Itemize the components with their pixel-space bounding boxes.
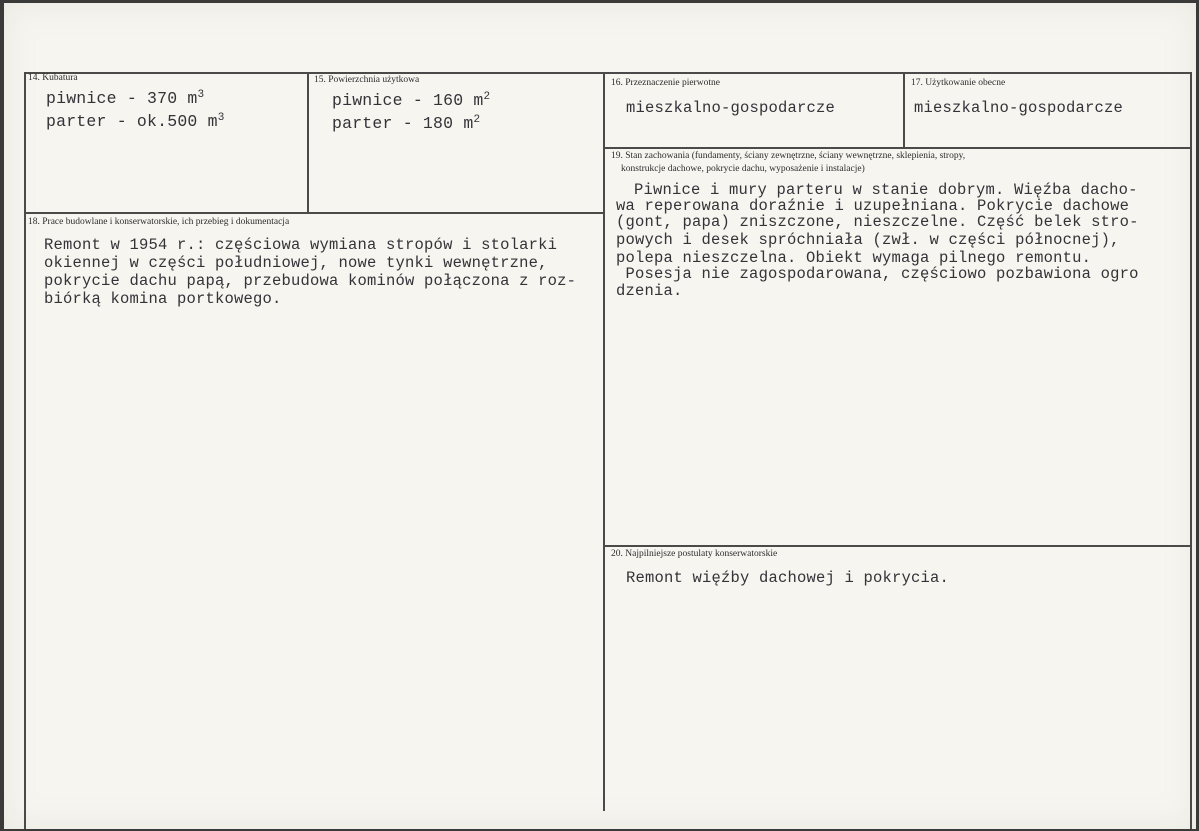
field-19-label-line-1: 19. Stan zachowania (fundamenty, ściany zewnętrzne, ściany wewnętrzne, sklepienia, stropy, — [611, 151, 966, 161]
field-15-line-2-text: parter - 180 m — [332, 114, 474, 133]
field-19-line-1: Piwnice i mury parteru w stanie dobrym. Więźba dacho- — [634, 181, 1138, 199]
left-border — [24, 72, 26, 829]
field-18-line-4: biórką komina portkowego. — [44, 290, 282, 308]
field-15-line-1 — [332, 90, 490, 112]
field-19-line-2: wa reperowana doraźnie i uzupełniana. Pokrycie dachowe — [616, 197, 1130, 215]
field-19-line-7: dzenia. — [616, 282, 683, 300]
divider-14-15 — [307, 72, 309, 213]
field-19-line-5: polepa nieszczelna. Obiekt wymaga pilnego remontu. — [616, 249, 1092, 267]
field-14-line-1 — [46, 88, 204, 110]
field-14-line-2 — [46, 111, 225, 133]
field-15-line-1-text: piwnice - 160 m — [332, 91, 484, 110]
field-18-line-3: pokrycie dachu papą, przebudowa kominów połączona z roz- — [44, 272, 577, 290]
field-15-line-1-exponent: 2 — [483, 91, 491, 103]
field-18-line-1: Remont w 1954 r.: częściowa wymiana stropów i stolarki — [44, 236, 558, 254]
field-15-line-2-exponent: 2 — [473, 114, 481, 126]
field-14-label: 14. Kubatura — [28, 73, 78, 83]
field-16-label: 16. Przeznaczenie pierwotne — [611, 78, 720, 88]
field-17-value: mieszkalno-gospodarcze — [914, 99, 1124, 117]
field-19-line-3: (gont, papa) zniszczone, nieszczelne. Część belek stro- — [616, 213, 1139, 231]
field-15-line-2 — [332, 113, 480, 135]
center-divider — [603, 72, 605, 811]
divider-16-17 — [903, 72, 905, 148]
row-divider-left — [24, 212, 604, 214]
field-17-label: 17. Użytkowanie obecne — [911, 78, 1006, 88]
field-19-label-line-2: konstrukcje dachowe, pokrycie dachu, wyposażenie i instalacje) — [621, 164, 865, 174]
field-14-line-2-text: parter - ok.500 m — [46, 112, 218, 131]
field-14-line-2-exponent: 3 — [217, 112, 225, 124]
row-divider-field20 — [603, 545, 1192, 547]
field-18-line-2: okiennej w części południowej, nowe tynki wewnętrzne, — [44, 254, 548, 272]
right-border — [1190, 72, 1192, 829]
field-18-label: 18. Prace budowlane i konserwatorskie, ich przebieg i dokumentacja — [28, 217, 290, 227]
top-rule — [24, 72, 1192, 74]
row-divider-right — [603, 147, 1192, 149]
field-19-line-4: powych i desek spróchniała (zwł. w części północnej), — [616, 231, 1120, 249]
field-20-label: 20. Najpilniejsze postulaty konserwatorskie — [611, 549, 778, 559]
field-15-label: 15. Powierzchnia użytkowa — [314, 75, 420, 85]
field-16-value: mieszkalno-gospodarcze — [626, 99, 836, 117]
field-20-value: Remont więźby dachowej i pokrycia. — [626, 569, 950, 587]
field-14-line-1-exponent: 3 — [197, 89, 205, 101]
record-card — [4, 3, 1196, 829]
field-14-line-1-text: piwnice - 370 m — [46, 89, 198, 108]
field-19-line-6: Posesja nie zagospodarowana, częściowo pozbawiona ogro — [616, 265, 1139, 283]
